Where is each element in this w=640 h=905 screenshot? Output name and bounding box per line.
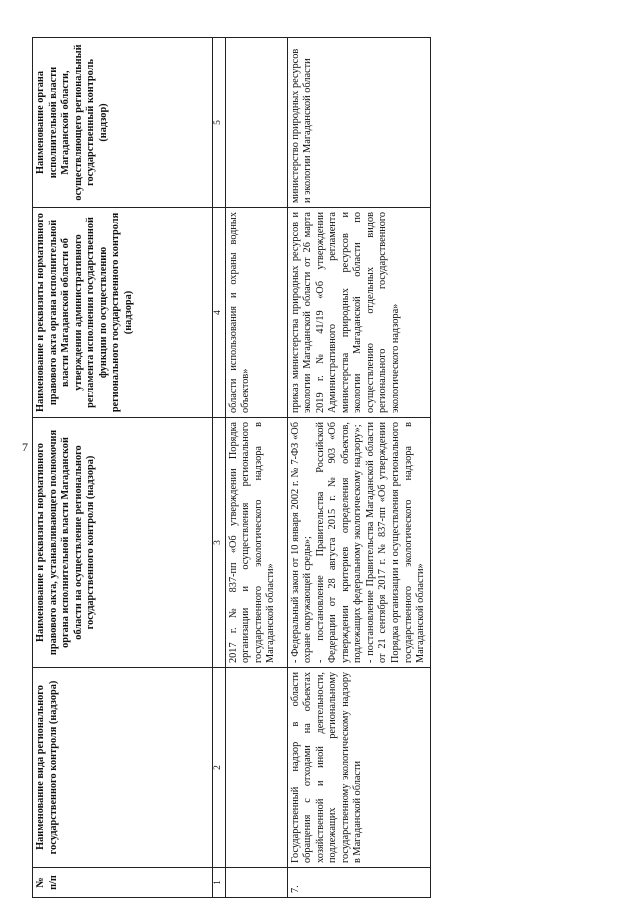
legal-act-item: - постановление Правительства Магаданской области от 21 сентября 2017 г. № 837-пп «Об утверждении Порядка организации и осуществления регионального государственного экологического надзора в Магаданской области» — [364, 422, 427, 663]
header-number: № п/п — [33, 868, 213, 898]
header-legal-act: Наименование и реквизиты нормативного правового акта, устанавливающего полномочия органа исполнительной власти Магаданской области на осуществление регионального государственного контроля (надзора) — [33, 418, 213, 668]
header-row — [33, 38, 213, 898]
cell-authority: министерство природных ресурсов и экологии Магаданской области — [287, 38, 430, 208]
control-types-table — [32, 37, 431, 898]
cell-number — [225, 868, 287, 898]
column-number: 4 — [213, 208, 226, 418]
header-control-type: Наименование вида регионального государственного контроля (надзора) — [33, 668, 213, 868]
column-number: 5 — [213, 38, 226, 208]
cell-control-type: Государственный надзор в области обращения с отходами на объектах хозяйственной и иной деятельности, подлежащих региональному государственному экологическому надзору в Магаданской области — [287, 668, 430, 868]
table-row — [225, 38, 287, 898]
header-regulation-act: Наименование и реквизиты нормативного правового акта органа исполнительной власти Магаданской области об утверждении административного регламента исполнения государственной функции по осуществлению регионального государственного контроля (надзора) — [33, 208, 213, 418]
column-number: 1 — [213, 868, 226, 898]
column-number: 2 — [213, 668, 226, 868]
cell-regulation-act: приказ министерства природных ресурсов и экологии Магаданской области от 26 марта 2019 г. № 41/19 «Об утверждении Административного регламента министерства природных ресурсов и экологии Магаданской области по осуществлению отдельных видов регионального государственного экологического надзора» — [287, 208, 430, 418]
cell-number: 7. — [287, 868, 430, 898]
header-authority: Наименование органа исполнительной власти Магаданской области, осуществляющего региональный государственный контроль (надзор) — [33, 38, 213, 208]
rotated-table-container — [32, 38, 592, 898]
legal-act-item: - постановление Правительства Российской Федерации от 28 августа 2015 г. № 903 «Об утверждении критериев определения объектов, подлежащих федеральному экологическому надзору»; — [314, 422, 364, 663]
cell-authority — [225, 38, 287, 208]
page-number: 7 — [22, 440, 28, 454]
cell-legal-act: 2017 г. № 837-пп «Об утверждении Порядка организации и осуществления регионального государственного экологического надзора в Магаданской области» — [225, 418, 287, 668]
cell-regulation-act: области использования и охраны водных объектов» — [225, 208, 287, 418]
cell-legal-act — [287, 418, 430, 668]
cell-control-type — [225, 668, 287, 868]
legal-act-item: - Федеральный закон от 10 января 2002 г. № 7-ФЗ «Об охране окружающей среды»; — [289, 422, 314, 663]
table-row — [287, 38, 430, 898]
column-number-row — [213, 38, 226, 898]
column-number: 3 — [213, 418, 226, 668]
